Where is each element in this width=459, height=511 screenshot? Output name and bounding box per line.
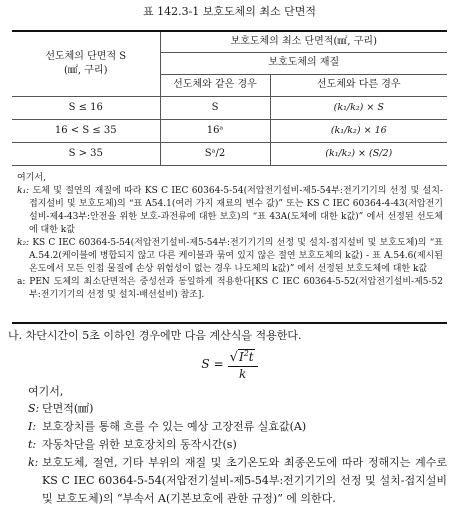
definition-item xyxy=(28,400,447,418)
min-cross-section-table xyxy=(12,30,447,324)
where-label: 여기서, xyxy=(28,385,64,398)
definition-symbol: t: xyxy=(28,438,37,451)
note-k2-label: k₂: xyxy=(17,237,30,248)
note-a-label: a: xyxy=(17,277,26,288)
cell-diff: (k₁/k₂) × (S/2) xyxy=(270,142,447,165)
formula-denominator: k xyxy=(239,367,247,381)
table-row xyxy=(12,142,447,165)
formula-fraction xyxy=(228,346,258,382)
note-k1-text: 도체 및 절연의 재질에 따라 KS C IEC 60364-5-54(저압전기설비-제5-54부:전기기기의 선정 및 설치-접지설비 및 보호도체)의 “표 A54.1(여러 가지 재료의 변수 값)” 또는 KS C IEC 60364-4-43(저압전기설비-제4-43부:안전을 위한 보호-과전류에 대한 보호)의 “표 43A(도체에 대한 k값)” 에서 선정된 선도체에 대한 k값 xyxy=(29,185,443,235)
min-cross-section-table-wrapper xyxy=(12,30,447,324)
definition-text: 보호장치를 통해 흐를 수 있는 예상 고장전류 실효값(A) xyxy=(42,420,307,433)
header-material: 보호도체의 재질 xyxy=(160,52,447,74)
definition-symbol: k: xyxy=(28,456,39,469)
formula-lhs: S xyxy=(201,357,210,371)
definition-text: 자동차단을 위한 보호장치의 동작시간(s) xyxy=(42,438,237,451)
formula xyxy=(0,346,459,382)
cell-range: S ≤ 16 xyxy=(12,96,160,119)
table-row xyxy=(12,119,447,142)
note-k1 xyxy=(17,185,443,237)
cell-same: Sᵃ/2 xyxy=(160,142,270,165)
definition-text: 단면적(㎟) xyxy=(42,402,94,415)
cell-range: 16 < S ≤ 35 xyxy=(12,119,160,142)
definition-symbol: S: xyxy=(28,402,40,415)
definition-symbol: I: xyxy=(28,420,37,433)
definition-item xyxy=(28,418,447,436)
note-k2-text: KS C IEC 60364-5-54(저압전기설비-제5-54부:전기기기의 선정 및 설치-접지설비 및 보호도체)의 “표 A.54.2(케이블에 병합되지 않고 다른 케이블과 묶여 있지 않은 절연 보호도체의 k값) - 표 A.54.6(제시된 온도에서 모든 인접 물질에 손상 위험성이 없는 경우 나도체의 k값)” 에서 선정된 보호도체에 대한 k값 xyxy=(29,237,443,275)
note-a-text: PEN 도체의 최소단면적은 중성선과 동일하게 적용한다[KS C IEC 60364-5-52(저압전기설비-제5-52부:전기기기의 선정 및 설치-배선설비) 참조]. xyxy=(29,277,443,301)
header-row-1 xyxy=(12,31,447,52)
cell-range: S > 35 xyxy=(12,142,160,165)
cell-same: 16ᵃ xyxy=(160,119,270,142)
note-a xyxy=(17,276,443,302)
table-notes xyxy=(12,165,447,323)
note-k2 xyxy=(17,237,443,276)
note-k1-label: k₁: xyxy=(17,185,30,196)
table-title: 표 142.3-1 보호도체의 최소 단면적 xyxy=(142,5,317,18)
section-heading: 나. 차단시간이 5초 이하인 경우에만 다음 계산식을 적용한다. xyxy=(8,329,302,342)
radicand xyxy=(238,349,255,364)
definition-item xyxy=(28,454,447,508)
radical-sign: √ xyxy=(229,350,238,365)
formula-numerator xyxy=(228,346,258,367)
cell-same: S xyxy=(160,96,270,119)
header-line-conductor-area xyxy=(12,31,160,96)
cell-diff: (k₁/k₂) × S xyxy=(270,96,447,119)
cell-diff: (k₁/k₂) × 16 xyxy=(270,119,447,142)
radicand-exponent: 2 xyxy=(243,349,249,358)
definitions-list xyxy=(28,400,447,508)
notes-intro: 여기서, xyxy=(17,172,46,183)
header-different-material: 선도체와 다른 경우 xyxy=(270,74,447,96)
header-same-material: 선도체와 같은 경우 xyxy=(160,74,270,96)
notes-row xyxy=(12,165,447,323)
definition-item xyxy=(28,436,447,454)
radicand-variable: t xyxy=(248,350,254,364)
definition-text: 보호도체, 절연, 기타 부위의 재질 및 초기온도와 최종온도에 따라 정해지는 계수로 KS C IEC 60364-5-54(저압전기설비-제5-54부:전기기기의 선정 및 설치-접지설비 및 보호도체)의 “부속서 A(기본보호에 관한 규정)” 에 의한다. xyxy=(42,456,447,505)
header-line-conductor-area-line1: 선도체의 단면적 S xyxy=(45,50,127,62)
header-line-conductor-area-line2: (㎟, 구리) xyxy=(64,64,108,76)
radicand-base: I xyxy=(238,350,244,364)
table-row xyxy=(12,96,447,119)
header-min-area: 보호도체의 최소 단면적(㎟, 구리) xyxy=(160,31,447,52)
formula-equals: = xyxy=(213,357,224,371)
